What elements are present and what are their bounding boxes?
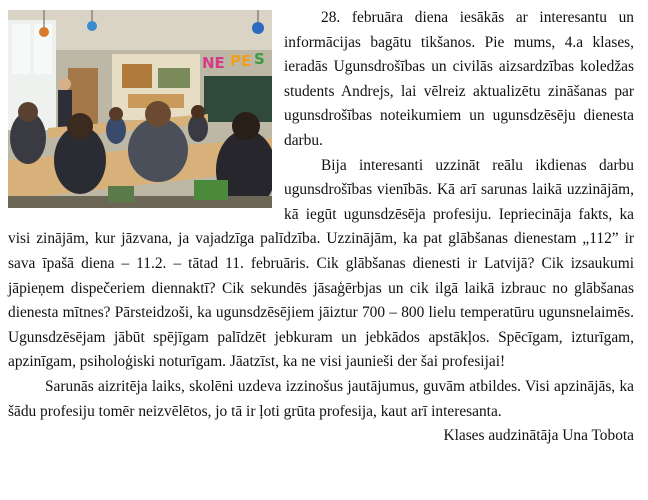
svg-text:NE: NE	[202, 54, 225, 72]
article-paragraph-1: 28. februāra diena iesākās ar interesantu un informācijas bagātu tikšanos. Pie mums, 4.a klases, ieradās Ugunsdrošības un civilās aizsardzības koledžas students Andrejs, lai vēlreiz aktualizētu zināšanas par ugunsdrošības noteikumiem un ugunsdzēsēju dienesta darbu.	[284, 9, 634, 149]
article-paragraph-2: Bija interesanti uzzināt reālu ikdienas darbu ugunsdrošības vienībās. Kā arī sarunas laikā uzzinājām, kā iegūt ugunsdzēsēja profesiju. Iepriecināja fakts, ka visi zinājām, kur jāzvana, ja vajadzīga palīdzība. Uzzinājām, ka pat glābšanas dienestam „112” ir sava īpašā diena – 11.2. – tātad 11. februāris. Cik glābšanas dienesti ir Latvijā? Cik izsaukumi jāpieņem dispečeriem diennaktī? Cik sekundēs jāsaģērbjas un cik ilgā laikā izbrauc no glābšanas dienesta mītnes? Pārsteidzoši, ka ugunsdzēsējiem jāiztur 700 – 800 lielu temperatūru ugunsnelaimēs. Ugunsdzēsējam jābūt spējīgam palīdzēt jebkuram un jebkādos apstākļos. Spēcīgam, izturīgam, apzinīgam, psiholoģiski noturīgam. Jāatzīst, ka ne visi jaunieši der šai profesijai!	[8, 156, 634, 371]
photo-float-spacer	[8, 6, 284, 210]
article-paragraph-3: Sarunās aizritēja laiks, skolēni uzdeva izzinošus jautājumus, guvām atbildes. Visi apzinājās, ka šādu profesiju tomēr neizvēlētos, jo tā ir ļoti grūta profesija, kaut arī interesanta.	[8, 377, 634, 420]
article-body	[8, 6, 634, 449]
svg-text:PE: PE	[230, 52, 252, 70]
svg-text:S: S	[254, 50, 265, 68]
author-signature: Klases audzinātāja Una Tobota	[443, 427, 634, 445]
